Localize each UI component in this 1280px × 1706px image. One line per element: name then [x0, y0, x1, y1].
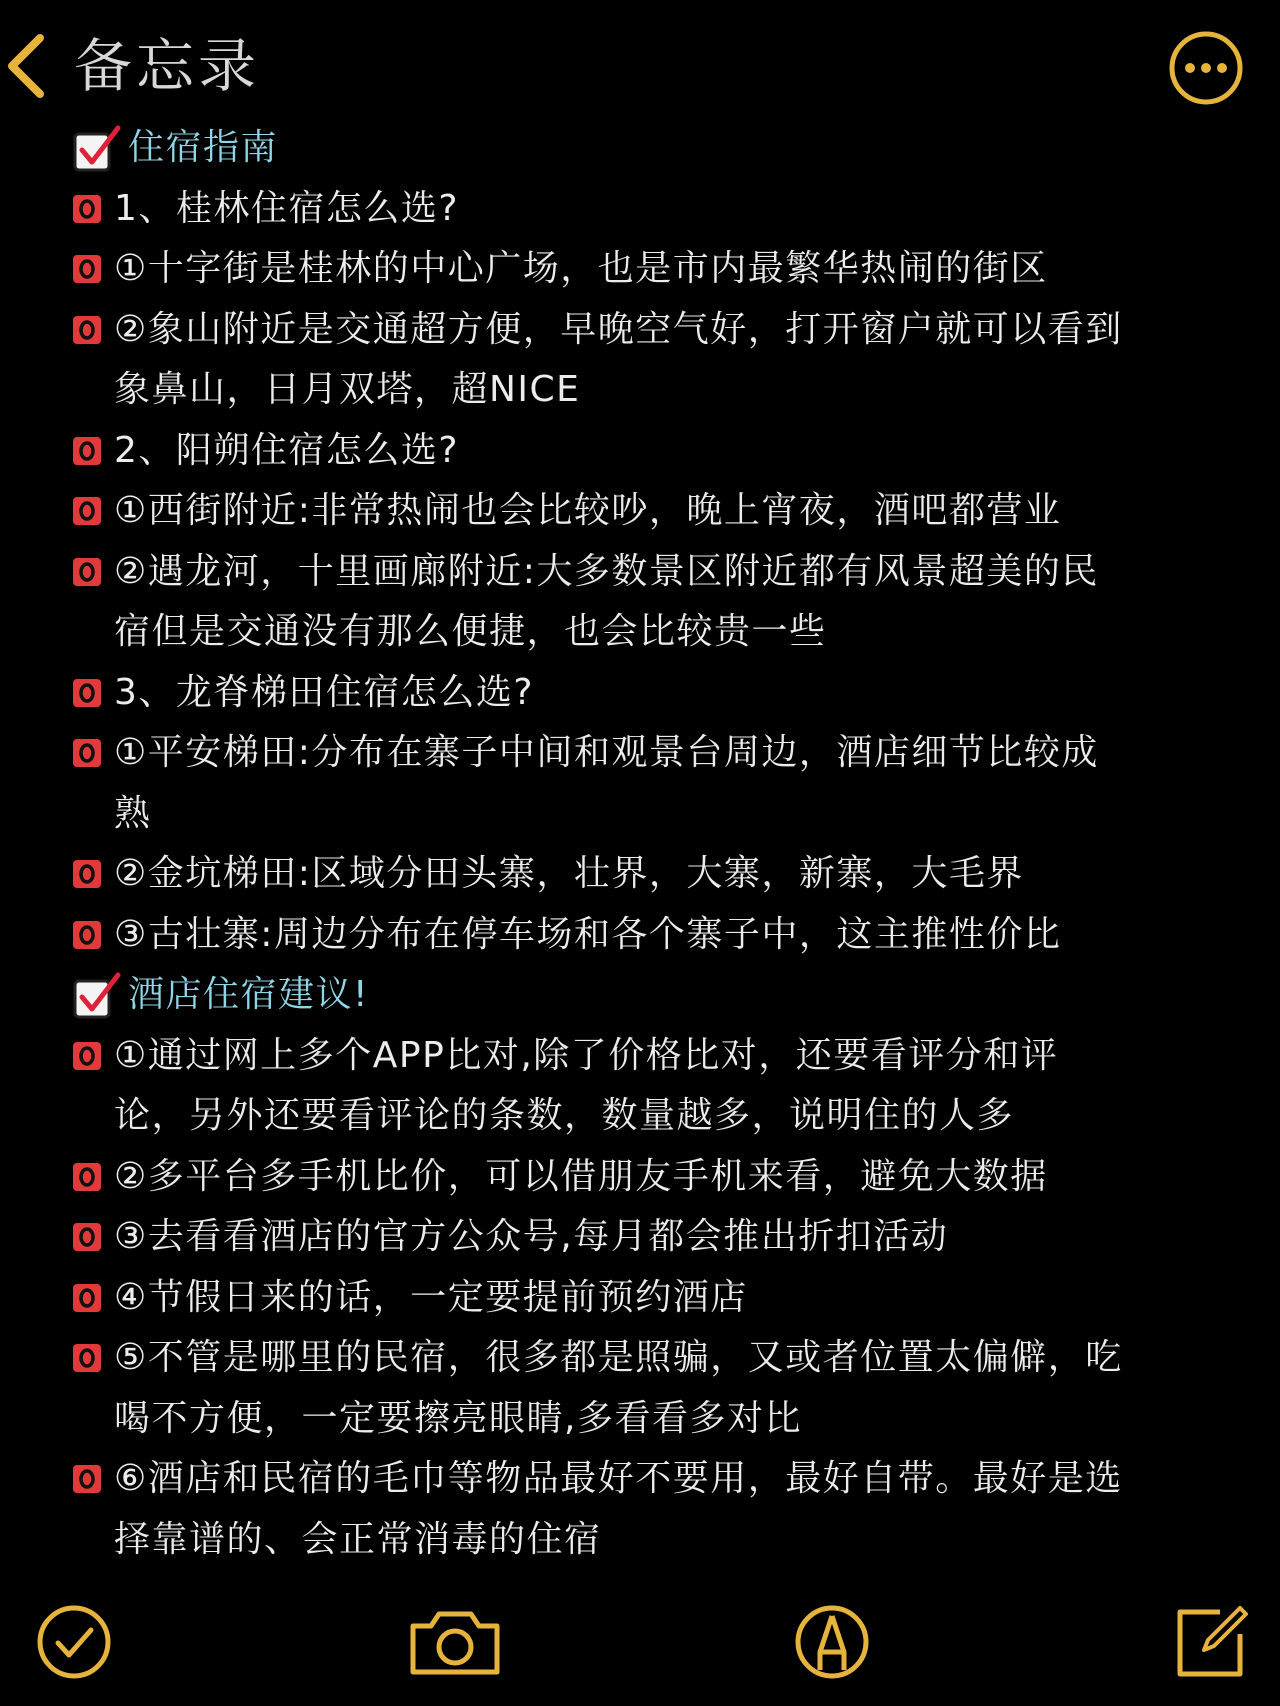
- note-line-text: 2、阳朔住宿怎么选?: [114, 429, 460, 471]
- note-line: [72, 1207, 1222, 1268]
- checkbox-checked-icon: [72, 971, 122, 1021]
- note-line: [72, 602, 1222, 663]
- note-line: [72, 542, 1222, 603]
- note-line-text: 喝不方便，一定要擦亮眼睛,多看看多对比: [114, 1397, 802, 1439]
- camera-icon: [405, 1600, 505, 1684]
- red-o-bullet-icon: [72, 1464, 102, 1494]
- checkbox-checked-icon: [72, 124, 122, 174]
- note-line-text: 择靠谱的、会正常消毒的住宿: [114, 1518, 602, 1560]
- more-button[interactable]: [1166, 28, 1246, 108]
- note-line-text: ④节假日来的话，一定要提前预约酒店: [114, 1276, 748, 1318]
- red-o-bullet-icon: [72, 315, 102, 345]
- note-line: [72, 360, 1222, 421]
- note-line: [72, 784, 1222, 845]
- note-line: [72, 239, 1222, 300]
- note-line-text: ①通过网上多个APP比对,除了价格比对，还要看评分和评: [114, 1034, 1059, 1076]
- note-line-text: 论，另外还要看评论的条数，数量越多，说明住的人多: [114, 1095, 1015, 1136]
- red-o-bullet-icon: [72, 678, 102, 708]
- note-line-text: ②多平台多手机比价，可以借朋友手机来看，避免大数据: [114, 1155, 1048, 1197]
- note-line: [72, 1147, 1222, 1208]
- note-line-text: ⑥酒店和民宿的毛巾等物品最好不要用，最好自带。最好是选: [114, 1458, 1123, 1499]
- compose-icon: [1168, 1600, 1252, 1684]
- note-line: [72, 723, 1222, 784]
- red-o-bullet-icon: [72, 1041, 102, 1071]
- compose-button[interactable]: [1168, 1600, 1252, 1684]
- note-line-text: ①西街附近:非常热闹也会比较吵，晚上宵夜，酒吧都营业: [114, 490, 1062, 531]
- checklist-button[interactable]: [32, 1600, 116, 1684]
- note-line-text: ③去看看酒店的官方公众号,每月都会推出折扣活动: [114, 1216, 949, 1257]
- red-o-bullet-icon: [72, 920, 102, 950]
- note-line-text: 3、龙脊梯田住宿怎么选?: [114, 671, 535, 713]
- red-o-bullet-icon: [72, 859, 102, 889]
- red-o-bullet-icon: [72, 1343, 102, 1373]
- note-line: [72, 1389, 1222, 1450]
- red-o-bullet-icon: [72, 194, 102, 224]
- note-content[interactable]: [72, 118, 1222, 1570]
- red-o-bullet-icon: [72, 436, 102, 466]
- pen-tip-icon: [790, 1600, 874, 1684]
- note-line-text: ②遇龙河，十里画廊附近:大多数景区附近都有风景超美的民: [114, 550, 1099, 592]
- note-line: [72, 421, 1222, 482]
- note-line-text: ③古壮寨:周边分布在停车场和各个寨子中，这主推性价比: [114, 913, 1062, 955]
- note-line: [72, 1268, 1222, 1329]
- markup-button[interactable]: [790, 1600, 874, 1684]
- red-o-bullet-icon: [72, 1162, 102, 1192]
- back-label: 备忘录: [74, 32, 261, 100]
- red-o-bullet-icon: [72, 496, 102, 526]
- note-line-text: 象鼻山，日月双塔，超NICE: [114, 369, 581, 410]
- note-line-text: 1、桂林住宿怎么选?: [114, 187, 460, 229]
- note-line: [72, 179, 1222, 240]
- chevron-left-icon: [2, 30, 50, 102]
- note-line: [72, 1449, 1222, 1510]
- checkmark-circle-icon: [32, 1600, 116, 1684]
- note-line-text: ②象山附近是交通超方便，早晚空气好，打开窗户就可以看到: [114, 308, 1123, 350]
- note-line-text: 宿但是交通没有那么便捷，也会比较贵一些: [114, 611, 827, 652]
- note-line-text: 熟: [114, 792, 152, 834]
- note-line: [72, 1086, 1222, 1147]
- note-line: [72, 905, 1222, 966]
- note-line-text: ⑤不管是哪里的民宿，很多都是照骗，又或者位置太偏僻，吃: [114, 1337, 1123, 1378]
- note-line: [72, 1026, 1222, 1087]
- note-line: [72, 1510, 1222, 1571]
- note-line-text: ①平安梯田:分布在寨子中间和观景台周边，酒店细节比较成: [114, 732, 1099, 773]
- red-o-bullet-icon: [72, 557, 102, 587]
- red-o-bullet-icon: [72, 738, 102, 768]
- red-o-bullet-icon: [72, 254, 102, 284]
- note-line-text: 酒店住宿建议!: [128, 974, 369, 1015]
- note-line: [72, 663, 1222, 724]
- note-line: [72, 481, 1222, 542]
- note-heading: [72, 965, 1222, 1026]
- ellipsis-circle-icon: [1166, 28, 1246, 108]
- note-heading: [72, 118, 1222, 179]
- nav-bar: [0, 0, 1280, 130]
- camera-button[interactable]: [405, 1600, 505, 1684]
- note-line-text: ①十字街是桂林的中心广场，也是市内最繁华热闹的街区: [114, 248, 1048, 289]
- note-line-text: 住宿指南: [128, 127, 279, 168]
- note-line: [72, 844, 1222, 905]
- note-line: [72, 300, 1222, 361]
- note-line-text: ②金坑梯田:区域分田头寨，壮界，大寨，新寨，大毛界: [114, 853, 1024, 894]
- red-o-bullet-icon: [72, 1283, 102, 1313]
- red-o-bullet-icon: [72, 1222, 102, 1252]
- note-line: [72, 1328, 1222, 1389]
- bottom-toolbar: [0, 1590, 1280, 1690]
- back-button[interactable]: [2, 30, 260, 102]
